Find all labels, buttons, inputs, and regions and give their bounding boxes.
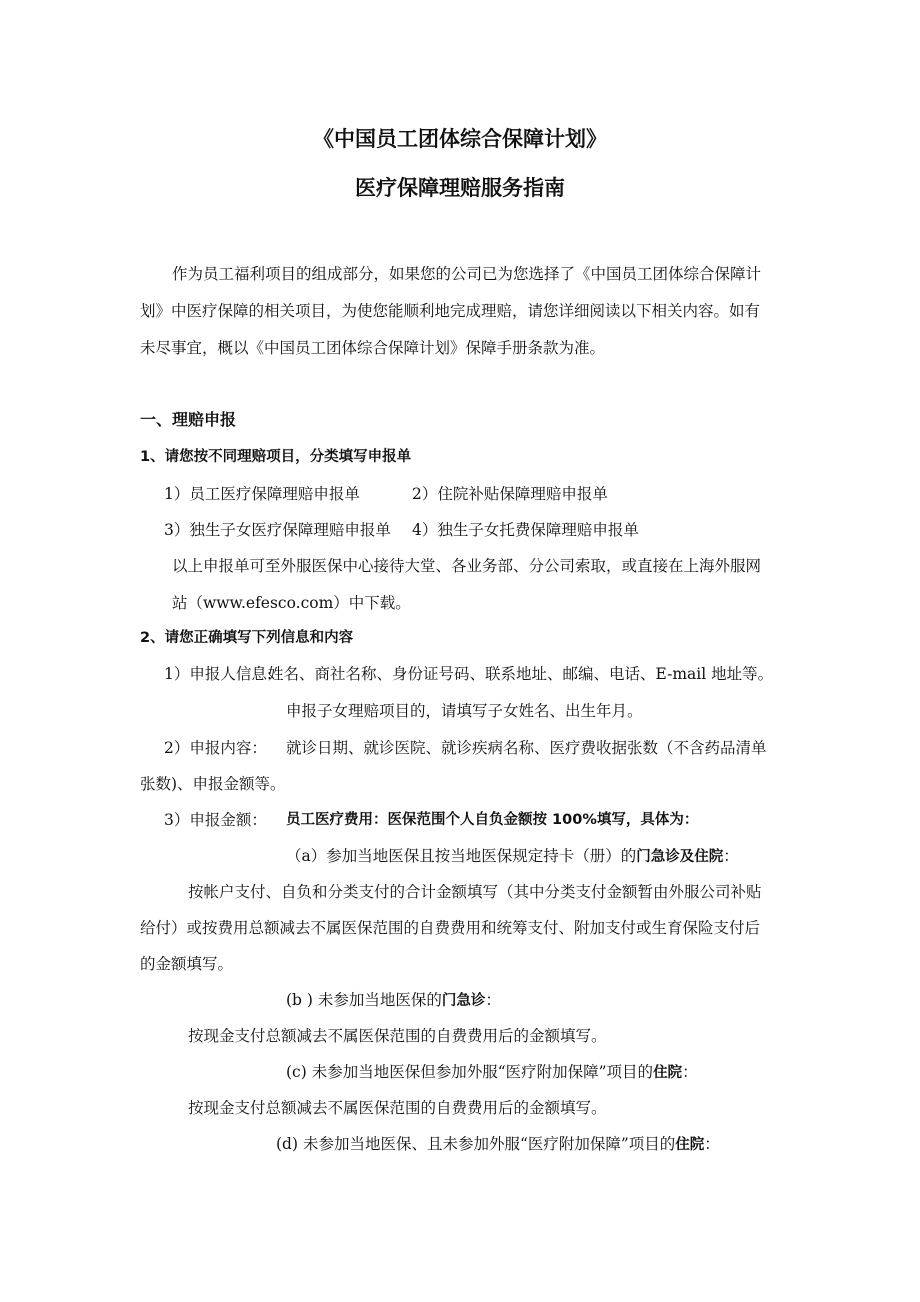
case-a-body-line-3: 的金额填写。 bbox=[140, 955, 234, 973]
case-d-label-prefix: (d) 未参加当地医保、且未参加外服“医疗附加保障”项目的 bbox=[276, 1135, 676, 1153]
item-1-label: 1）申报人信息: bbox=[164, 665, 273, 683]
item-3-heading: 员工医疗费用：医保范围个人自负金额按 100%填写，具体为： bbox=[286, 812, 699, 828]
case-a-body-line-1: 按帐户支付、自负和分类支付的合计金额填写（其中分类支付金额暂由外服公司补贴 bbox=[188, 883, 762, 901]
case-c-label-suffix: ： bbox=[682, 1063, 698, 1081]
case-a-label-bold: 门急诊及住院 bbox=[636, 849, 724, 865]
case-d-label bbox=[276, 1134, 720, 1155]
case-a-body-line-2: 给付）或按费用总额减去不属医保范围的自费费用和统筹支付、附加支付或生育保险支付后 bbox=[140, 919, 761, 937]
intro-line-2: 划》中医疗保障的相关项目，为使您能顺利地完成理赔，请您详细阅读以下相关内容。如有 bbox=[140, 302, 761, 320]
subsection-1-heading: 1、请您按不同理赔项目，分类填写申报单 bbox=[140, 449, 412, 465]
case-b-body-line-1: 按现金支付总额减去不属医保范围的自费费用后的金额填写。 bbox=[188, 1027, 607, 1045]
form-item-2: 2）住院补贴保障理赔申报单 bbox=[412, 485, 608, 503]
case-b-label-suffix: ： bbox=[485, 991, 501, 1009]
form-item-4: 4）独生子女托费保障理赔申报单 bbox=[412, 521, 639, 539]
section-heading: 一、理赔申报 bbox=[140, 410, 237, 429]
document-subtitle: 医疗保障理赔服务指南 bbox=[355, 176, 565, 200]
case-d-label-suffix: ： bbox=[704, 1135, 720, 1153]
item-2-text: 就诊日期、就诊医院、就诊疾病名称、医疗费收据张数（不含药品清单 bbox=[286, 739, 767, 757]
case-b-label-bold: 门急诊 bbox=[441, 993, 486, 1009]
download-note-line-2: 站（www.efesco.com）中下载。 bbox=[172, 594, 411, 612]
form-item-1: 1）员工医疗保障理赔申报单 bbox=[164, 485, 360, 503]
intro-line-1: 作为员工福利项目的组成部分，如果您的公司已为您选择了《中国员工团体综合保障计 bbox=[172, 265, 762, 283]
case-b-label bbox=[286, 990, 501, 1011]
item-2-text-cont: 张数)、申报金额等。 bbox=[140, 775, 286, 793]
form-item-3: 3）独生子女医疗保障理赔申报单 bbox=[164, 521, 391, 539]
item-2-label: 2）申报内容： bbox=[164, 739, 267, 757]
case-c-label-bold: 住院 bbox=[653, 1065, 683, 1081]
case-a-label-suffix: ： bbox=[723, 847, 739, 865]
case-a-label bbox=[286, 846, 739, 867]
case-c-body-line-1: 按现金支付总额减去不属医保范围的自费费用后的金额填写。 bbox=[188, 1099, 607, 1117]
download-note-line-1: 以上申报单可至外服医保中心接待大堂、各业务部、分公司索取，或直接在上海外服网 bbox=[172, 557, 762, 575]
case-d-label-bold: 住院 bbox=[675, 1137, 705, 1153]
case-a-label-prefix: （a）参加当地医保且按当地医保规定持卡（册）的 bbox=[286, 847, 637, 865]
document-title: 《中国员工团体综合保障计划》 bbox=[313, 127, 607, 151]
item-3-label: 3）申报金额： bbox=[164, 811, 267, 829]
intro-line-3: 未尽事宜，概以《中国员工团体综合保障计划》保障手册条款为准。 bbox=[140, 339, 606, 357]
item-1-extra: 申报子女理赔项目的，请填写子女姓名、出生年月。 bbox=[286, 702, 643, 720]
case-c-label bbox=[286, 1062, 698, 1083]
subsection-2-heading: 2、请您正确填写下列信息和内容 bbox=[140, 630, 354, 646]
case-b-label-prefix: (b ) 未参加当地医保的 bbox=[286, 991, 442, 1009]
item-1-text: 姓名、商社名称、身份证号码、联系地址、邮编、电话、E-mail 地址等。 bbox=[268, 665, 774, 683]
case-c-label-prefix: (c) 未参加当地医保但参加外服“医疗附加保障”项目的 bbox=[286, 1063, 654, 1081]
